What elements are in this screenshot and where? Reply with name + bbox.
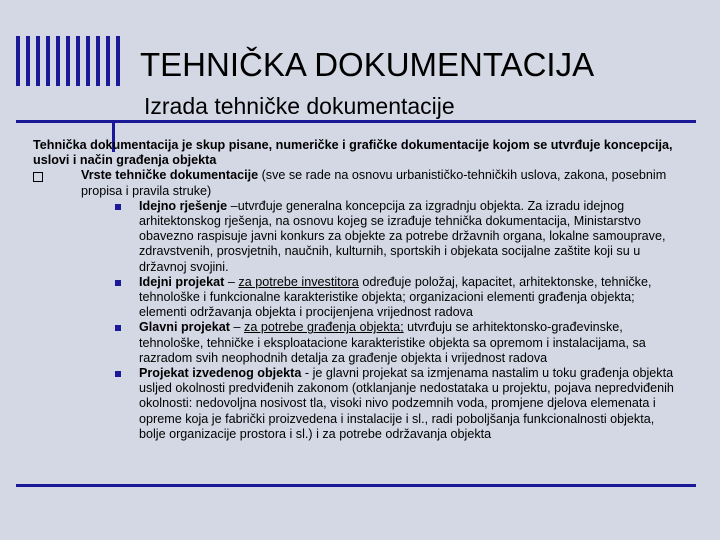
square-bullet-icon bbox=[33, 320, 139, 366]
item-heading: Vrste tehničke dokumentacije bbox=[81, 168, 259, 183]
hollow-square-bullet-icon bbox=[33, 168, 81, 198]
slide-subtitle: Izrada tehničke dokumentacije bbox=[144, 93, 455, 119]
list-item bbox=[33, 199, 683, 275]
item-heading: Glavni projekat bbox=[139, 320, 230, 335]
item-text: - je glavni projekat sa izmjenama nastalim u toku građenja objekta usljed okolnosti predviđenih zakonom (otklanjanje nedostataka u projektu, pojava nepredviđenih okolnosti: nedovoljna nosivost tla, visoki nivo podzemnih voda, promjene djelova elemenata i opreme koja je fabrički proizvedena i instalacije i sl., radi poboljšanja funkcionalnosti objekta, bolje organizacije prostora i sl.) i za potrebe održavanja objekta bbox=[139, 366, 674, 441]
square-bullet-icon bbox=[33, 366, 139, 442]
list-item bbox=[33, 275, 683, 321]
intro-paragraph: Tehnička dokumentacija je skup pisane, numeričke i grafičke dokumentacije kojom se utvrđuje koncepcija, uslovi i način građenja objekta bbox=[33, 138, 673, 168]
slide-title: TEHNIČKA DOKUMENTACIJA bbox=[140, 46, 595, 83]
square-bullet-icon bbox=[33, 199, 139, 275]
item-heading: Projekat izvedenog objekta bbox=[139, 366, 302, 381]
square-bullet-icon bbox=[33, 275, 139, 321]
item-underlined-text: za potrebe investitora bbox=[238, 274, 359, 289]
top-divider bbox=[16, 120, 696, 123]
list-item bbox=[33, 366, 683, 442]
decorative-bars bbox=[16, 36, 136, 86]
item-text: – bbox=[224, 274, 239, 289]
item-heading: Idejno rješenje bbox=[139, 198, 228, 213]
list-item bbox=[33, 168, 683, 198]
item-underlined-text: za potrebe građenja objekta; bbox=[244, 320, 404, 335]
item-text: utvrđuju se arhitektonsko-građevinske, tehnološke, tehničke i eksploatacione karakteristike objekta sa opremom i instalacijama, sa razradom svih neophodnih detalja za građenje objekta i vrijednost radova bbox=[139, 320, 646, 365]
item-heading: Idejni projekat bbox=[139, 274, 225, 289]
item-text: –utvrđuje generalna koncepcija za izgradnju objekta. Za izradu idejnog arhitektonskog rješenja, na osnovu kojeg se izrađuje tehnička dokumentacija, Ministarstvo obavezno raspisuje javni konkurs za objekte za potrebe državnih organa, lokalne samouprave, zdravstvenih, prosvjetnih, naučnih, kulturnih, sportskih i objekata socijalne zaštite koji su u državnoj svojini. bbox=[139, 198, 666, 274]
bottom-divider bbox=[16, 484, 696, 487]
item-text: – bbox=[230, 320, 245, 335]
item-text: (sve se rade na osnovu urbanističko-tehničkih uslova, zakona, posebnim propisa i pravila struke) bbox=[81, 168, 667, 198]
list-item bbox=[33, 320, 683, 366]
slide-body bbox=[33, 138, 683, 442]
item-text: određuje položaj, kapacitet, arhitektonske, tehničke, tehnološke i funkcionalne karakteristike objekta; organizacioni elementi građenja objekta; elementi održavanja objekta i procijenjena vrijednost radova bbox=[139, 274, 652, 320]
